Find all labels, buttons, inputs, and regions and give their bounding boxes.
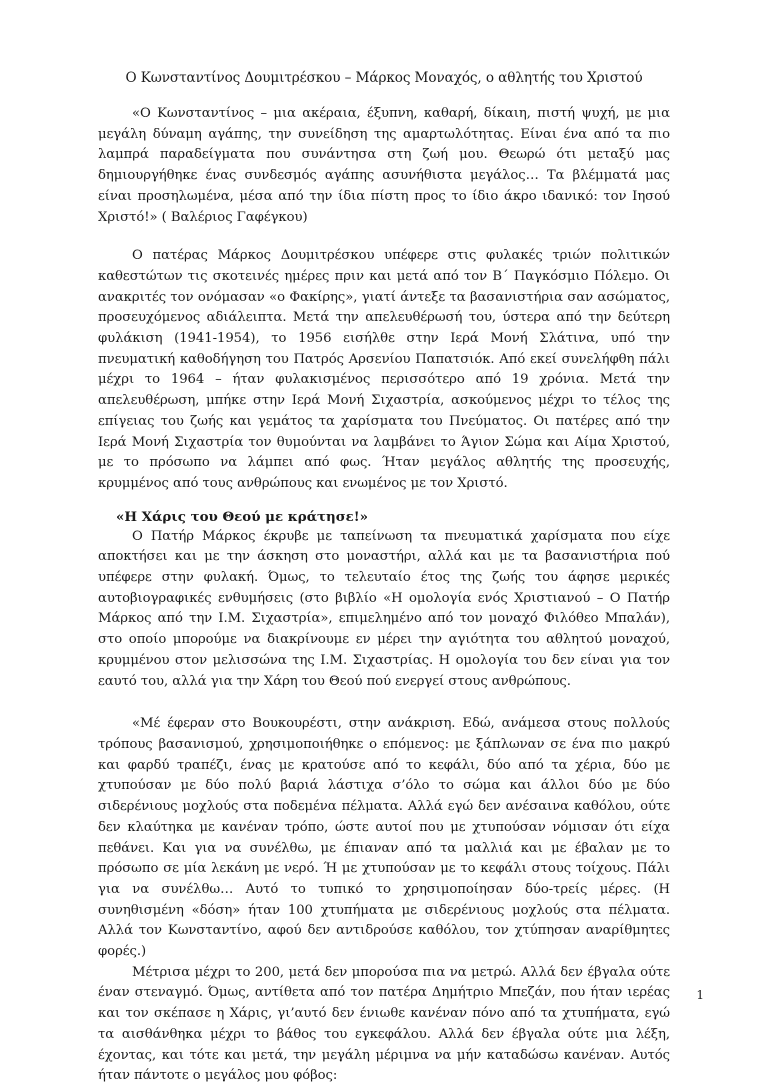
quote-paragraph: «Ο Κωνσταντίνος – μια ακέραια, έξυπνη, καθαρή, δίκαιη, πιστή ψυχή, με μια μεγάλη δύναμη αγάπης, την συνείδηση της αμαρτωλότητας. Είναι ένα από τα πιο λαμπρά παραδείγματα που συνάντησα στη ζωή μου. Θεωρώ ότι μεταξύ μας δημιουργήθηκε ένας συνδεσμός αγάπης ασυνήθιστα μεγάλος… Τα βλέμματά μας είναι προσηλωμένα, μέσα από την ίδια πίστη προς το ίδιο άκρο ιδανικό: τον Ιησού Χριστό!» ( Βαλέριος Γαφέγκου) [98, 106, 670, 225]
biography-paragraph: Ο πατέρας Μάρκος Δουμιτρέσκου υπέφερε στις φυλακές τριών πολιτικών καθεστώτων τις σκοτεινές ημέρες πριν και μετά από τον Β΄ Παγκόσμιο Πόλεμο. Οι ανακριτές τον ονόμασαν «ο Φακίρης», γιατί άντεξε τα βασανιστήρια σαν ασώματος, προσευχόμενος αδιάλειπτα. Μετά την απελευθέρωσή του, ύστερα από την δεύτερη φυλάκιση (1941-1954), το 1956 εισήλθε στην Ιερά Μονή Σλάτινα, υπό την πνευματική καθοδήγηση του Πατρός Αρσενίου Παπατσιόκ. Από εκεί συνελήφθη πάλι μέχρι το 1964 – ήταν φυλακισμένος περισσότερο από 19 χρόνια. Μετά την απελευθέρωση, μπήκε στην Ιερά Μονή Σιχαστρία, ασκούμενος μέχρι το τέλος της επίγειας του ζωής και γεμάτος τα χαρίσματα του Πνεύματος. Οι πατέρες από την Ιερά Μονή Σιχαστρία τον θυμούνται να λαμβάνει το Άγιον Σώμα και Αίμα Χριστού, με το πρόσωπο να λάμπει από φως. Ήταν μεγάλος αθλητής της προσευχής, κρυμμένος από τους ανθρώπους και ενωμένος με τον Χριστό. [98, 248, 670, 491]
section-heading: «Η Χάρις του Θεού με κράτησε!» [116, 508, 369, 525]
testimony-paragraph: «Μέ έφεραν στο Βουκουρέστι, στην ανάκριση. Εδώ, ανάμεσα στους πολλούς τρόπους βασανισμού, χρησιμοποιήθηκε ο επόμενος: με ξάπλωναν σε ένα πιο μακρύ και φαρδύ τραπέζι, ένας με κρατούσε από το κεφάλι, δύο από τα χέρια, δύο με χτυπούσαν με δύο πολύ βαριά λάστιχα σ’όλο το σώμα και άλλοι δύο με δύο σιδερένιους μοχλούς στα ποδεμένα πέλματα. Αλλά εγώ δεν ανέσαινα καθόλου, ούτε δεν κλαύτηκα με κανέναν τρόπο, ώστε αυτοί που με χτυπούσαν νόμισαν ότι είχα πεθάνει. Και για να συνέλθω, με έπιαναν από τα μαλλιά και με έβαλαν με το πρόσωπο σε μία λεκάνη με νερό. Ή με χτυπούσαν με το κεφάλι στους τοίχους. Πάλι για να συνέλθω… Αυτό το τυπικό το χρησιμοποίησαν δύο-τρείς μέρες. (Η συνηθισμένη «δόση» ήταν 100 χτυπήματα με σιδερένιους μοχλούς στα πέλματα. Αλλά τον Κωνσταντίνο, αφού δεν αντιδρούσε καθόλου, τον χτύπησαν αναρίθμητες φορές.) [98, 716, 670, 960]
testimony-continuation-paragraph: Μέτρισα μέχρι το 200, μετά δεν μπορούσα πια να μετρώ. Αλλά δεν έβγαλα ούτε έναν στεναγμό. Όμως, αντίθετα από τον πατέρα Δημήτριο Μπεζάν, που ήταν ιερέας και τον σκέπασε η Χάρις, γι’αυτό δεν ένιωθε κανέναν πόνο από τα χτυπήματα, εγώ τα αισθάνθηκα μέχρι το βάθος του εγκεφάλου. Αλλά δεν έβγαλα ούτε μια λέξη, έχοντας, και τότε και μετά, την μεγάλη μέριμνα να μήν καταδώσω κανέναν. Αυτός ήταν πάντοτε ο μεγάλος μου φόβος: [98, 964, 670, 1084]
page-content [98, 68, 670, 1087]
document-title: Ο Κωνσταντίνος Δουμιτρέσκου – Μάρκος Μοναχός, ο αθλητής του Χριστού [125, 70, 643, 86]
section-intro-paragraph: Ο Πατήρ Μάρκος έκρυβε με ταπείνωση τα πνευματικά χαρίσματα που είχε αποκτήσει και με την άσκηση στο μοναστήρι, αλλά και με τα βασανιστήρια πού υπέφερε στην φυλακή. Όμως, το τελευταίο έτος της ζωής του άφησε μερικές αυτοβιογραφικές ενθυμήσεις (στο βιβλίο «Η ομολογία ενός Χριστιανού – Ο Πατήρ Μάρκος από την Ι.Μ. Σιχαστρία», επιμελημένο από τον μοναχό Φιλόθεο Μπαλάν), στο οποίο μπορούμε να διακρίνουμε εν μέρει την αγιότητα του αθλητού μοναχού, κρυμμένου στον μελισσώνα της Ι.Μ. Σιχαστρίας. Η ομολογία του δεν είναι για τον εαυτό του, αλλά για την Χάρη του Θεού πού ενεργεί στους ανθρώπους. [98, 528, 670, 689]
page-number: 1 [696, 988, 704, 1002]
